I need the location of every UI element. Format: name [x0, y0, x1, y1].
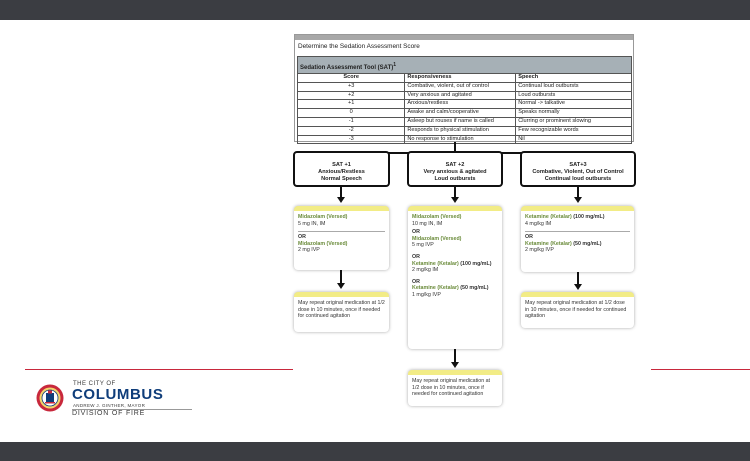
- level-sat1-line1: Anxious/Restless: [318, 169, 365, 175]
- arrow-down-icon: [451, 362, 459, 368]
- arrow-down-icon: [451, 197, 459, 203]
- sat-table-title-sup: 1: [393, 62, 397, 69]
- med-concentration: (50 mg/mL): [458, 285, 489, 292]
- med-separator: [298, 231, 385, 232]
- repeat-note-text: May repeat original medication at 1/2 dose in 10 minutes, once if needed for continued agitation: [298, 300, 385, 320]
- logo-columbus: COLUMBUS: [72, 386, 164, 403]
- repeat-note-sat3: [521, 292, 634, 328]
- level-sat3-line1: Combative, Violent, Out of Control: [532, 169, 624, 175]
- level-sat2-line1: Very anxious & agitated: [423, 169, 487, 175]
- cell-speech: Few recognizable words: [516, 126, 632, 135]
- cell-speech: Clurring or prominent slowing: [516, 117, 632, 126]
- cell-score: +2: [298, 91, 405, 100]
- med-drug-name: Ketamine (Ketalar): [525, 240, 572, 247]
- repeat-note-text: May repeat original medication at 1/2 dose in 10 minutes, once if needed for continued agitation: [412, 378, 491, 398]
- med-dose: 5 mg IN, IM: [298, 220, 326, 227]
- table-row: [298, 117, 632, 126]
- med-drug-name: Ketamine (Ketalar): [412, 260, 459, 267]
- level-sat3-line2: Continual loud outbursts: [544, 176, 612, 182]
- med-drug: Midazolam (Versed): [298, 214, 348, 220]
- med-drug-name: Ketamine (Ketalar): [525, 214, 572, 220]
- med-dose: 5 mg IVP: [412, 242, 434, 249]
- arrow-shaft: [454, 349, 456, 363]
- arrow-down-icon: [337, 197, 345, 203]
- divider-left: [25, 369, 293, 370]
- med-dose: 2 mg/kg IM: [412, 267, 439, 274]
- bottom-bar: [0, 442, 750, 461]
- med-or: OR: [412, 278, 420, 285]
- cell-responsiveness: No response to stimulation: [405, 135, 516, 144]
- arrow-down-icon: [574, 284, 582, 290]
- med-concentration: (100 mg/mL): [458, 260, 492, 267]
- sat-table-title-row: [298, 57, 632, 74]
- cell-score: -1: [298, 117, 405, 126]
- cell-score: -3: [298, 135, 405, 144]
- med-drug-name: Ketamine (Ketalar): [412, 285, 459, 292]
- med-drug: [525, 241, 630, 248]
- med-drug: Midazolam (Versed): [412, 214, 462, 220]
- cell-score: +1: [298, 100, 405, 109]
- med-dose: 4 mg/kg IM: [525, 220, 552, 227]
- arrow-down-icon: [337, 283, 345, 289]
- med-drug: [412, 261, 498, 268]
- sat-heading: Determine the Sedation Assessment Score: [298, 43, 420, 50]
- repeat-note-sat2: [408, 370, 502, 406]
- arrow-shaft: [340, 270, 342, 284]
- level-box-sat3: [520, 151, 636, 187]
- med-dose: 2 mg IVP: [298, 247, 320, 254]
- sat-table-title-text: Sedation Assessment Tool (SAT): [300, 65, 394, 72]
- sat-table-title: [298, 57, 632, 74]
- med-drug: [525, 214, 630, 221]
- cell-responsiveness: Very anxious and agitated: [405, 91, 516, 100]
- col-responsiveness: Responsiveness: [405, 74, 516, 83]
- sat-panel: [294, 34, 634, 142]
- table-row: [298, 91, 632, 100]
- med-card-sat3: [521, 206, 634, 272]
- col-score: Score: [298, 74, 405, 83]
- cell-responsiveness: Awake and calm/cooperative: [405, 109, 516, 118]
- level-sat1-line2: Normal Speech: [321, 176, 362, 182]
- cell-score: 0: [298, 109, 405, 118]
- med-concentration: (100 mg/mL): [571, 214, 605, 220]
- med-dose: 2 mg/kg IVP: [525, 247, 554, 254]
- med-card-sat1: [294, 206, 389, 270]
- cell-responsiveness: Anxious/restless: [405, 100, 516, 109]
- top-bar: [0, 0, 750, 20]
- repeat-note-text: May repeat original medication at 1/2 dose in 10 minutes, once if needed for continued agitation: [525, 300, 627, 320]
- med-card-sat2: [408, 206, 502, 349]
- cell-responsiveness: Combative, violent, out of control: [405, 82, 516, 91]
- cell-speech: Nil: [516, 135, 632, 144]
- med-drug: Midazolam (Versed): [298, 240, 348, 247]
- med-drug: Midazolam (Versed): [412, 235, 462, 242]
- logo-tagline: ANDREW J. GINTHER, MAYOR: [73, 403, 146, 408]
- divider-right: [651, 369, 750, 370]
- med-separator: [525, 231, 630, 232]
- med-drug: [412, 285, 498, 292]
- table-row: [298, 126, 632, 135]
- repeat-note-sat1: [294, 292, 389, 332]
- level-box-sat2: [407, 151, 503, 187]
- level-sat1-title: SAT +1: [332, 162, 351, 168]
- table-row: [298, 82, 632, 91]
- sat-table: [297, 56, 632, 144]
- cell-score: -2: [298, 126, 405, 135]
- med-dose: 1 mg/kg IVP: [412, 291, 441, 298]
- cell-responsiveness: Asleep but rouses if name is called: [405, 117, 516, 126]
- table-row: [298, 135, 632, 144]
- med-or: OR: [298, 234, 306, 241]
- cell-speech: Loud outbursts: [516, 91, 632, 100]
- arrow-down-icon: [574, 197, 582, 203]
- city-seal-icon: [36, 384, 64, 412]
- col-speech: Speech: [516, 74, 632, 83]
- med-or: OR: [412, 229, 420, 236]
- sat-table-header: [298, 74, 632, 83]
- table-row: [298, 109, 632, 118]
- level-sat2-title: SAT +2: [445, 162, 465, 168]
- med-or: OR: [412, 253, 420, 260]
- cell-speech: Speaks normally: [516, 109, 632, 118]
- med-dose: 10 mg IN, IM: [412, 220, 443, 227]
- cell-speech: Normal -> talkative: [516, 100, 632, 109]
- logo-city-of: THE CITY OF: [73, 381, 116, 387]
- table-row: [298, 100, 632, 109]
- cell-score: +3: [298, 82, 405, 91]
- cell-speech: Continual loud outbursts: [516, 82, 632, 91]
- level-sat3-title: SAT+3: [569, 162, 587, 168]
- columbus-logo: [36, 381, 196, 426]
- level-box-sat1: [293, 151, 390, 187]
- cell-responsiveness: Responds to physical stimulation: [405, 126, 516, 135]
- logo-division: DIVISION OF FIRE: [72, 410, 146, 417]
- med-concentration: (50 mg/mL): [571, 240, 602, 247]
- level-sat2-line2: Loud outbursts: [434, 176, 476, 182]
- med-or: OR: [525, 234, 533, 241]
